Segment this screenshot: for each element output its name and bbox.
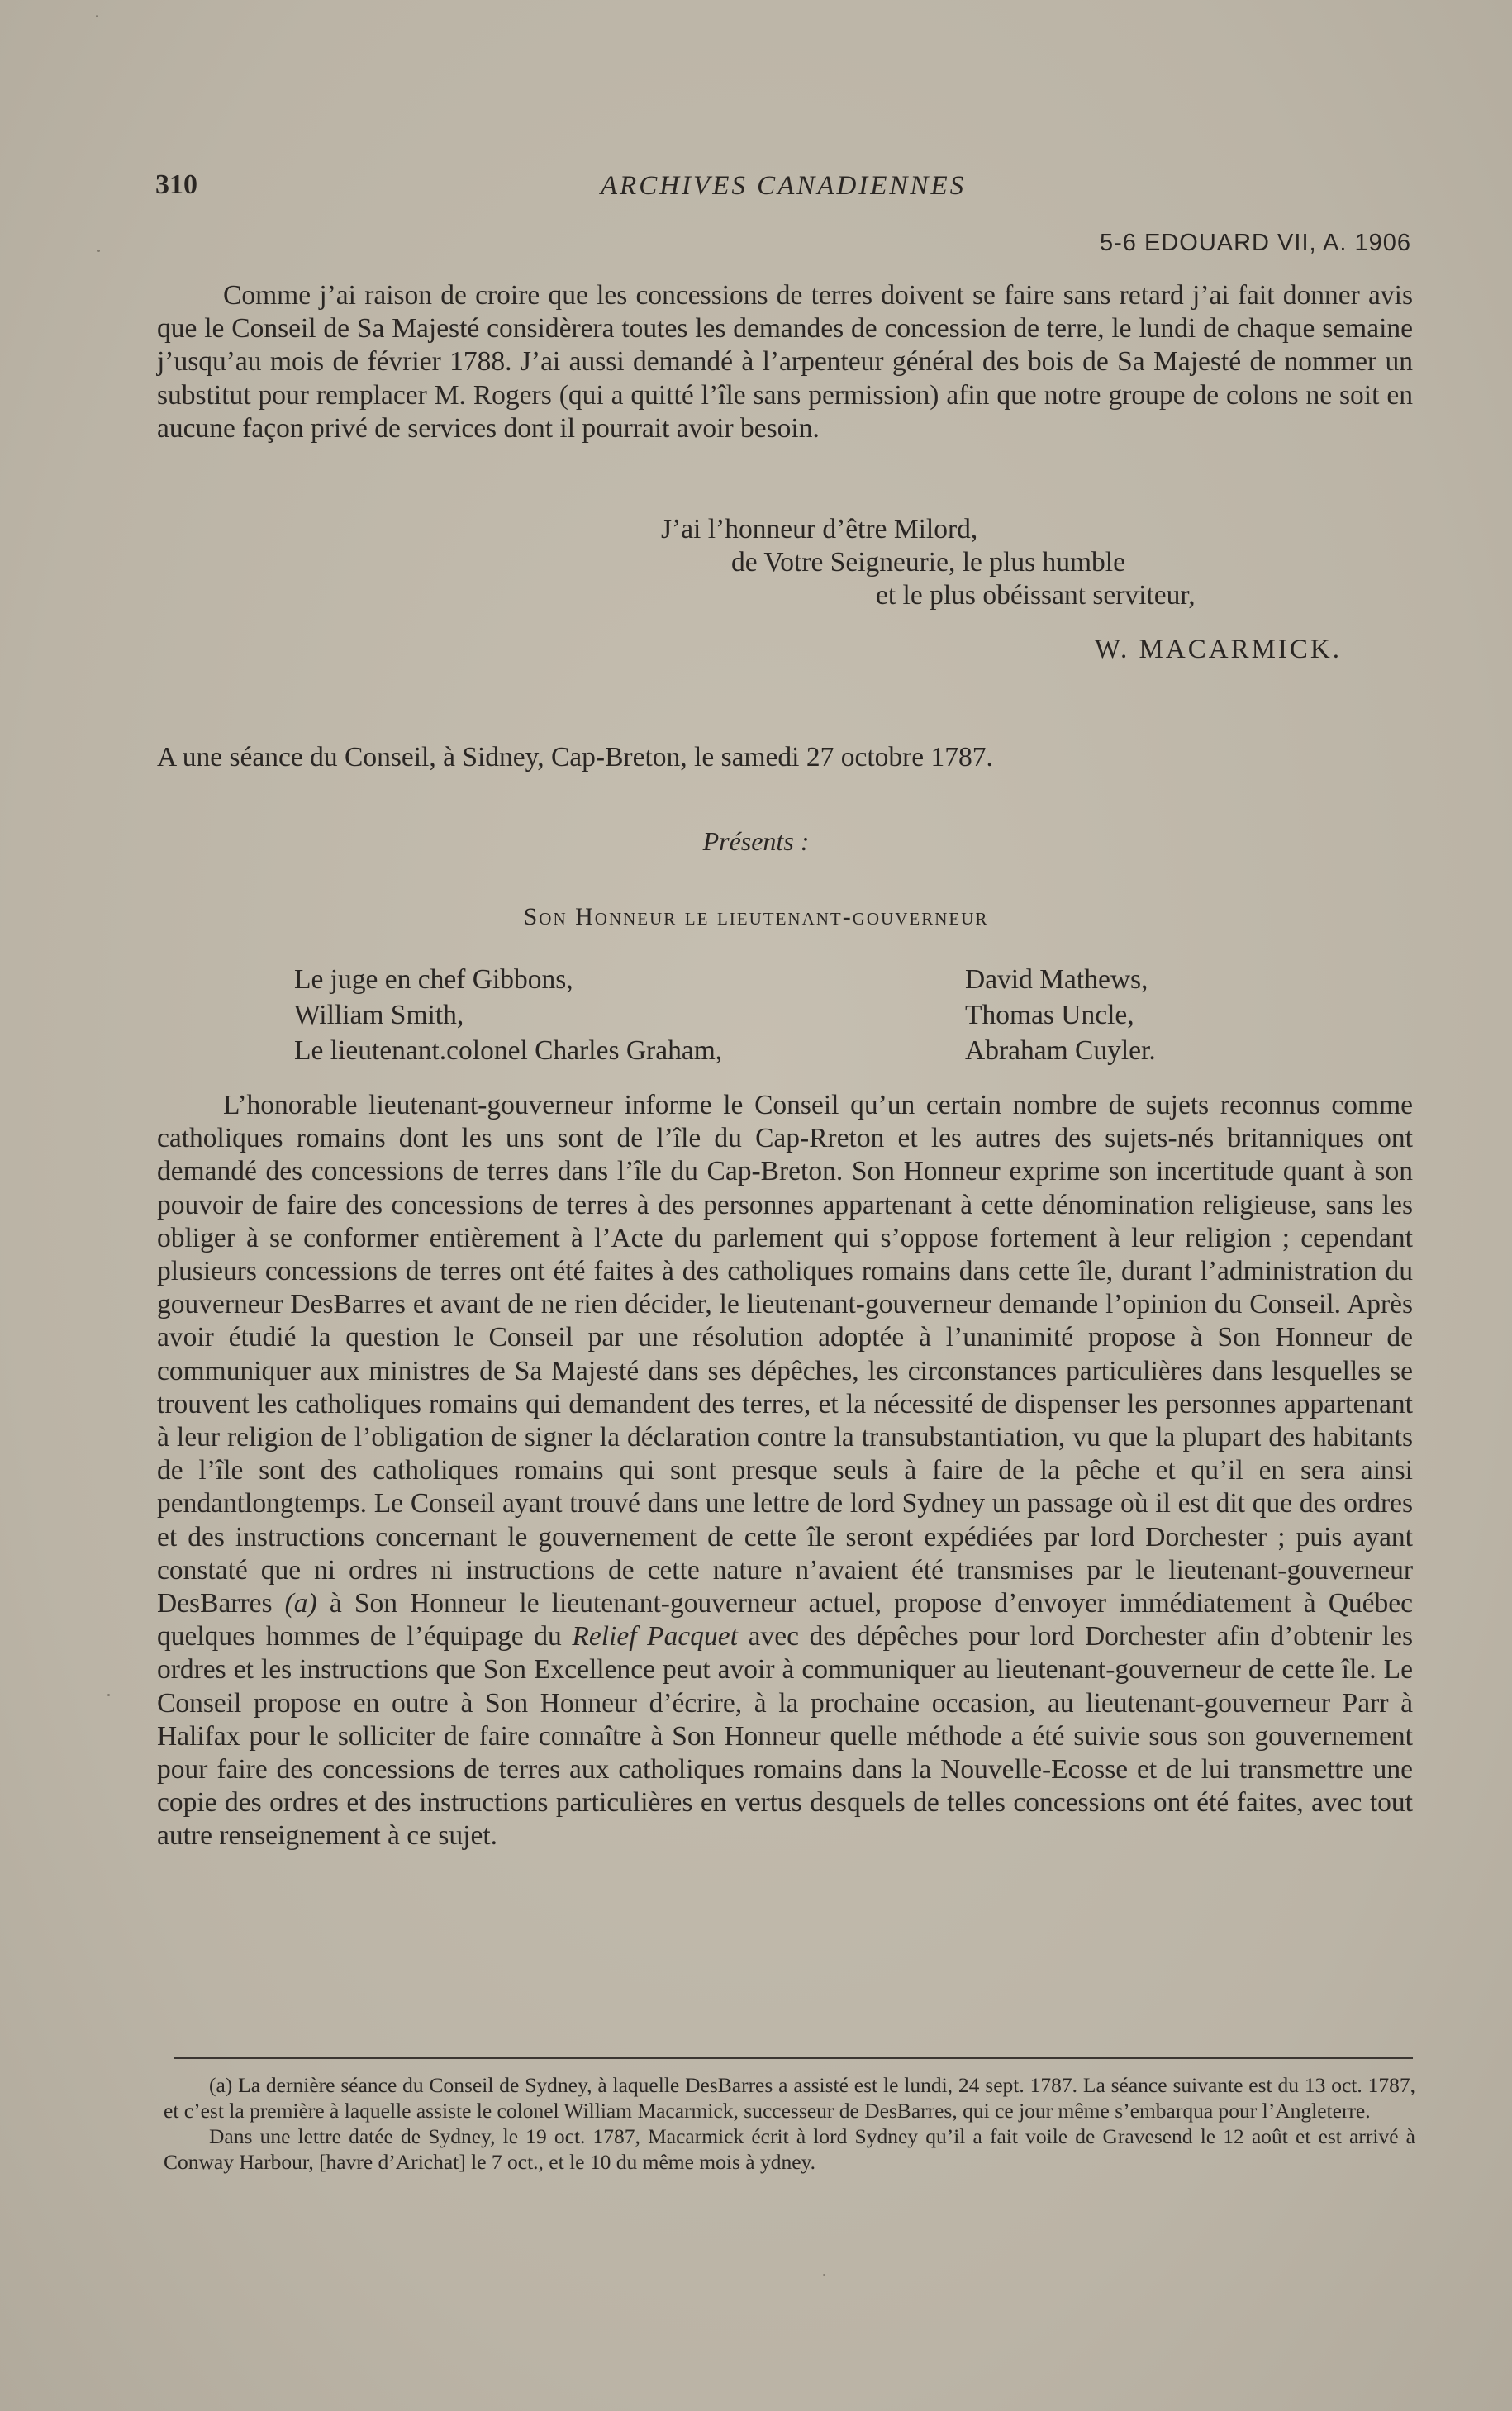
page-header	[155, 169, 1411, 211]
governor-heading: Son Honneur le lieutenant-gouverneur	[523, 903, 989, 930]
ship-name: Relief Pacquet	[572, 1621, 738, 1653]
footnote: Dans une lettre datée de Sydney, le 19 oct. 1787, Macarmick écrit à lord Sydney qu’il a fait voile de Gravesend le 12 août et est arrivé à Conway Harbour, [havre d’Arichat] le 7 oct., et le 10 du même mois à ydney.	[164, 2124, 1415, 2174]
signature: W. MACARMICK.	[1094, 635, 1342, 664]
member-name: William Smith,	[294, 1000, 464, 1030]
minutes-text-a: L’honorable lieutenant-gouverneur informe le Conseil qu’un certain nombre de sujets reconnus comme catholiques romains dont les uns sont de l’île du Cap-Rreton et les autres des sujets-nés britanniques ont demandé des concessions de terres dans l’île du Cap-Breton. Son Honneur exprime son incertitude quant à son pouvoir de faire des concessions de terres à des personnes appartenant à cette dénomination religieuse, sans les obliger à se conformer entièrement à l’Acte du parlement qui s’oppose fortement à leur religion ; cependant plusieurs concessions de terres ont été faites à des catholiques romains dans cette île, durant l’administration du gouverneur DesBarres et avant de ne rien décider, le lieutenant-gouverneur demande l’opinion du Conseil. Après avoir étudié la question le Conseil par une résolution adoptée à l’unanimité propose à Son Honneur de communiquer aux ministres de Sa Majesté dans ses dépêches, les circonstances particulières dans lesquelles se trouvent les catholiques romains qui demandent des terres, et la nécessité de dispenser les personnes appartenant à leur religion de l’obligation de signer la déclaration contre la transubstantiation, vu que la plupart des habitants de l’île sont des catholiques romains qui sont presque seuls à faire de la pêche et qu’il en sera ainsi pendantlongtemps. Le Conseil ayant trouvé dans une lettre de lord Sydney un passage où il est dit que des ordres et des instructions concernant le gouvernement de cette île seront expédiées par lord Dorchester ; puis ayant constaté que ni ordres ni instructions de cette nature n’avaient été transmises par le lieutenant-gouverneur DesBarres	[157, 1090, 1413, 1619]
paper-speck	[97, 250, 100, 252]
paper-speck	[107, 1694, 110, 1696]
letter-paragraph: Comme j’ai raison de croire que les concessions de terres doivent se faire sans retard j’ai fait donner avis que le Conseil de Sa Majesté considèrera toutes les demandes de concession de terre, le lundi de chaque semaine j’usqu’au mois de février 1788. J’ai aussi demandé à l’arpenteur général des bois de Sa Majesté de nommer un substitut pour remplacer M. Rogers (qui a quitté l’île sans permission) afin que notre groupe de colons ne soit en aucune façon privé de services dont il pourrait avoir besoin.	[157, 280, 1413, 444]
presents-heading: Présents :	[702, 826, 810, 856]
closing-line-3: et le plus obéissant serviteur,	[876, 580, 1196, 611]
member-name: Le lieutenant.colonel Charles Graham,	[294, 1035, 723, 1066]
session-label: 5-6 EDOUARD VII, A. 1906	[1100, 230, 1411, 256]
member-name: Le juge en chef Gibbons,	[294, 964, 573, 995]
minutes-text-c: avec des dépêches pour lord Dorchester afin d’obtenir les ordres et les instructions que Son Excellence peut avoir à communiquer au lieutenant-gouverneur de cette île. Le Conseil propose en outre à Son Honneur d’écrire, à la prochaine occasion, au lieutenant-gouverneur Parr à Halifax pour le solliciter de faire connaître à Son Honneur quelle méthode a été suivie sous son gouvernement pour faire des concessions de terres aux catholiques romains dans la Nouvelle-Ecosse et de lui transmettre une copie des ordres et des instructions particulières en vertus desquels de telles concessions ont été faites, avec tout autre renseignement à ce sujet.	[157, 1621, 1413, 1852]
minutes-text-b: à Son Honneur le lieutenant-gouverneur actuel, propose d’envoyer immédiatement à Québec quelques hommes de l’équipage du	[157, 1588, 1414, 1653]
members-left	[294, 962, 722, 1068]
minutes-body	[157, 1089, 1413, 1853]
member-name: Abraham Cuyler.	[965, 1035, 1156, 1066]
meeting-heading: A une séance du Conseil, à Sidney, Cap-Breton, le samedi 27 octobre 1787.	[157, 742, 993, 773]
closing-line-2: de Votre Seigneurie, le plus humble	[731, 547, 1125, 578]
member-name: Thomas Uncle,	[965, 1000, 1134, 1030]
closing-line-1: J’ai l’honneur d’être Milord,	[661, 514, 978, 544]
paper-speck	[823, 2274, 825, 2276]
footnote: (a) La dernière séance du Conseil de Sydney, à laquelle DesBarres a assisté est le lundi, 24 sept. 1787. La séance suivante est du 13 oct. 1787, et c’est la première à laquelle assiste le colonel William Macarmick, successeur de DesBarres, qui ce jour même s’embarqua pour l’Angleterre.	[164, 2073, 1415, 2123]
paper-speck	[96, 15, 98, 17]
members-right	[965, 962, 1156, 1068]
minutes-paragraph	[157, 1089, 1413, 1853]
letter-body	[157, 279, 1413, 445]
member-name: David Mathews,	[965, 964, 1148, 995]
page-number: 310	[155, 169, 197, 200]
footnote-rule	[174, 2057, 1413, 2059]
running-title: ARCHIVES CANADIENNES	[600, 171, 967, 201]
footnote-reference: (a)	[284, 1588, 317, 1619]
footnotes	[164, 2072, 1415, 2175]
